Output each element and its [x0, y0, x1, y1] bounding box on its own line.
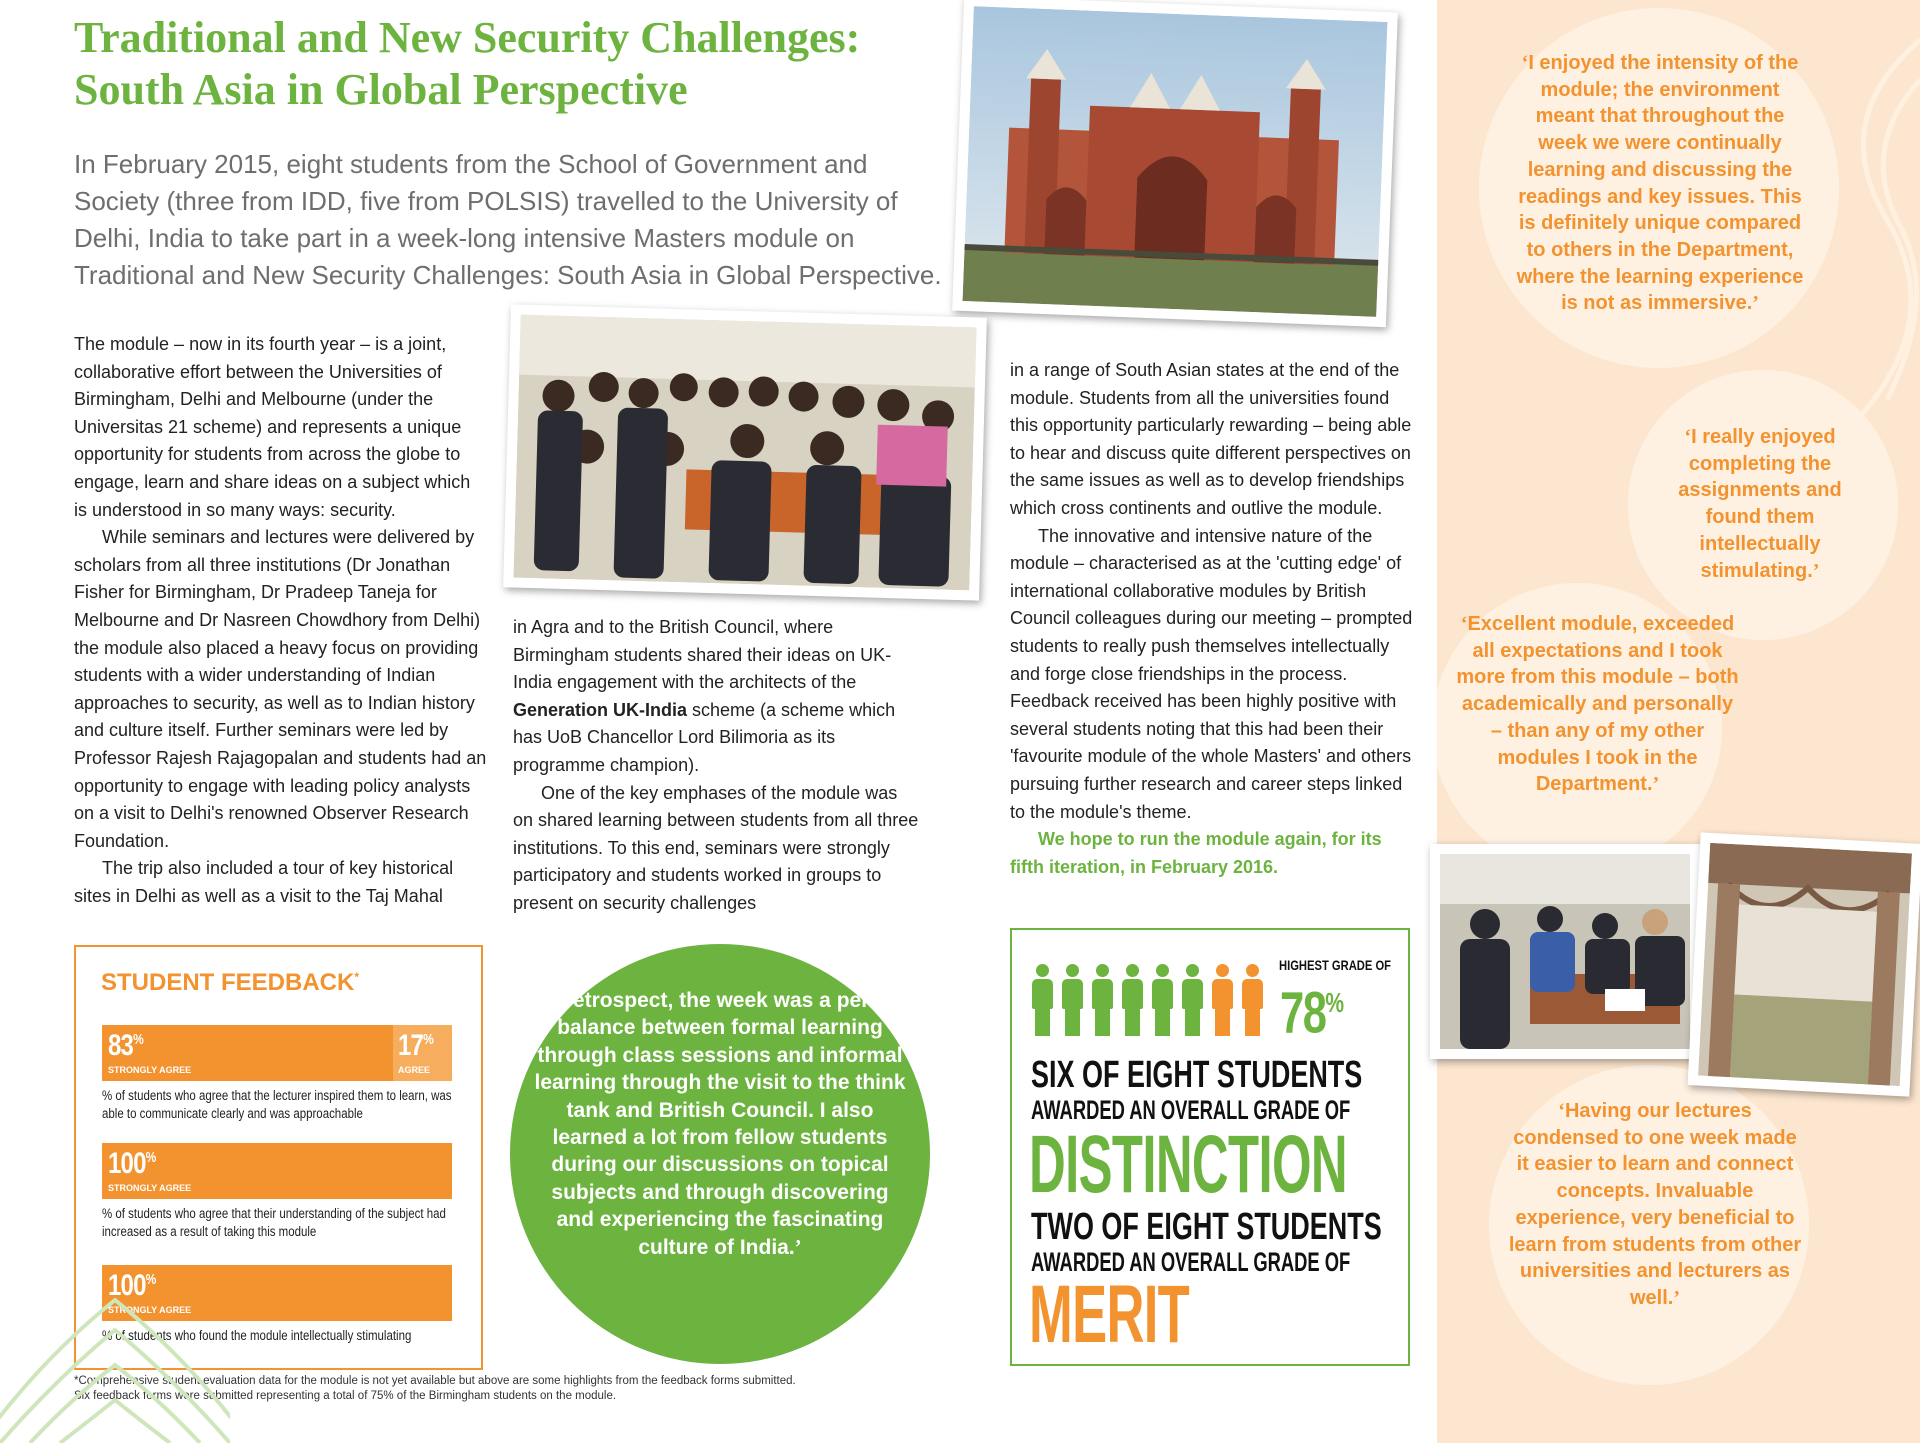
col1-para-2: While seminars and lectures were delivered by scholars from all three institutions (Dr Jonathan Fisher for Birmingham, Dr Pradeep Taneja for Melbourne and Dr Nasreen Chowdhory from Delhi) the module also placed a heavy focus on providing students with a wider understanding of Indian approaches to security, as well as to Indian history and culture itself. Further seminars were led by Professor Rajesh Rajagopalan and students had an opportunity to engage with leading policy analysts on a visit to Delhi's renowned Observer Research Foundation.: [74, 527, 487, 851]
feedback-caption-1: % of students who agree that the lecturer inspired them to learn, was able to communicate clearly and was approachable: [102, 1088, 452, 1121]
classroom-photo: [1430, 844, 1700, 1059]
distinction-label: DISTINCTION: [1029, 1119, 1347, 1210]
title-line-1: Traditional and New Security Challenges:: [74, 13, 861, 62]
quote-2: ‘I really enjoyed completing the assignments and found them intellectually stimulating.’: [1678, 426, 1842, 582]
feedback-bar-3-label: STRONGLY AGREE: [108, 1305, 192, 1315]
ornament-icon: [0, 1240, 230, 1443]
fort-photo: [952, 0, 1398, 327]
feedback-bar-3-value: 100%: [108, 1269, 156, 1302]
distinction-student-icon: [1152, 964, 1173, 1036]
col2-para-1-text-a: in Agra and to the British Council, where Birmingham students shared their ideas on UK-India engagement with the architects of the: [513, 617, 892, 693]
generation-uk-india-label: Generation UK-India: [513, 699, 688, 720]
feedback-bar-1-value: 83%: [108, 1029, 143, 1062]
quote-3: ‘Excellent module, exceeded all expectations and I took more from this module – both academically and personally – than any of my other modules I took in the Department.’: [1456, 613, 1739, 796]
quote-4: ‘Having our lectures condensed to one week made it easier to learn and connect concepts. Invaluable experience, very beneficial to learn from students from other universities and lecturers as well.’: [1508, 1100, 1802, 1309]
merit-student-icon: [1242, 964, 1263, 1036]
feedback-bar-1-label-2: AGREE: [398, 1065, 431, 1075]
green-quote-text: [530, 987, 910, 1261]
body-column-3: [1010, 357, 1420, 881]
feedback-title-text: STUDENT FEEDBACK: [101, 969, 355, 996]
feedback-bar-1: [102, 1025, 452, 1081]
feedback-caption-2: % of students who agree that their understanding of the subject had increased as a result of taking this module: [102, 1206, 446, 1239]
pavilion-photo: [1688, 832, 1920, 1096]
body-column-1: [74, 331, 488, 910]
feedback-bar-2-label: STRONGLY AGREE: [108, 1183, 192, 1193]
distinction-student-icon: [1122, 964, 1143, 1036]
highest-grade-label: HIGHEST GRADE OF: [1279, 957, 1392, 973]
feedback-bar-2: [102, 1143, 452, 1199]
distinction-student-icon: [1182, 964, 1203, 1036]
green-quote-body: In retrospect, the week was a perfect balance between formal learning through class sessions and informal learning through the visit to the think tank and British Council. I also learned a lot from fellow students during our discussions on topical subjects and through discovering and experiencing the fascinating culture of India.: [534, 989, 907, 1259]
col2-para-2: One of the key emphases of the module was on shared learning between students from all three institutions. To this end, seminars were strongly participatory and students worked in groups to present on security challenges: [513, 782, 919, 913]
title-line-2: South Asia in Global Perspective: [74, 65, 688, 114]
feedback-footnote-2: Six feedback forms were submitted representing a total of 75% of the Birmingham students on the module.: [74, 1390, 617, 1402]
quote-1: ‘I enjoyed the intensity of the module; the environment meant that throughout the week we were continually learning and discussing the readings and key issues. This is definitely unique compared to others in the Department, where the learning experience is not as immersive.’: [1516, 52, 1804, 315]
distinction-student-icon: [1092, 964, 1113, 1036]
distinction-student-icon: [1062, 964, 1083, 1036]
group-photo: [503, 304, 987, 600]
col3-para-1: in a range of South Asian states at the end of the module. Students from all the universities found this opportunity particularly rewarding – being able to hear and discuss quite different perspectives on the same issues as well as to develop friendships which cross continents and outlive the module.: [1010, 360, 1412, 518]
distinction-line-2: AWARDED AN OVERALL GRADE OF: [1031, 1095, 1351, 1125]
page-title: [74, 12, 974, 116]
distinction-student-icon: [1032, 964, 1053, 1036]
col2-para-1: [513, 614, 921, 780]
col2-para-1-text-b: scheme (a scheme which has UoB Chancellor Lord Bilimoria as its programme champion).: [513, 699, 896, 775]
fort-image: [962, 6, 1387, 317]
col3-para-3: We hope to run the module again, for its fifth iteration, in February 2016.: [1010, 829, 1382, 877]
feedback-caption-3: % of students who found the module intellectually stimulating: [102, 1328, 412, 1343]
feedback-bar-2-value: 100%: [108, 1147, 156, 1180]
classroom-image: [1440, 854, 1690, 1049]
merit-student-icon: [1212, 964, 1233, 1036]
group-image: [513, 315, 976, 591]
distinction-line-1: SIX OF EIGHT STUDENTS: [1031, 1054, 1363, 1096]
pavilion-image: [1698, 843, 1912, 1086]
intro-paragraph: In February 2015, eight students from the School of Government and Society (three from IDD, five from POLSIS) travelled to the University of Delhi, India to take part in a week-long intensive Masters module on Traditional and New Security Challenges: South Asia in Global Perspective.: [74, 149, 942, 290]
student-feedback-title: [101, 969, 359, 997]
quote-open-mark: ‘: [533, 988, 541, 1012]
col3-para-2: The innovative and intensive nature of the module – characterised as at the 'cutting edge' of international collaborative modules by British Council colleagues during our meeting – prompted students to really push themselves intellectually and forge close friendships in the process. Feedback received has been highly positive with several students noting that this had been their 'favourite module of the whole Masters' and others pursuing further research and career steps linked to the module's theme.: [1010, 525, 1413, 822]
feedback-footnote-1: *Comprehensive student evaluation data for the module is not yet available but above are some highlights from the feedback forms submitted.: [74, 1375, 796, 1387]
merit-line-1: TWO OF EIGHT STUDENTS: [1031, 1206, 1382, 1248]
quote-close-mark: ’: [794, 1234, 802, 1259]
body-column-2: [513, 614, 921, 918]
grades-box: [1010, 928, 1410, 1366]
feedback-bar-1-value-2: 17%: [398, 1029, 433, 1062]
merit-label: MERIT: [1029, 1269, 1190, 1360]
feedback-bar-1-label: STRONGLY AGREE: [108, 1065, 192, 1075]
col1-para-1: The module – now in its fourth year – is a joint, collaborative effort between the Universities of Birmingham, Delhi and Melbourne (under the Universitas 21 scheme) and represents a unique opportunity for students from across the globe to engage, learn and share ideas on a subject which is understood in so many ways: security.: [74, 334, 471, 520]
feedback-title-mark: *: [354, 970, 360, 984]
highest-grade-value: 78%: [1280, 980, 1343, 1046]
col1-para-3: The trip also included a tour of key historical sites in Delhi as well as a visit to the Taj Mahal: [74, 858, 454, 906]
merit-line-2: AWARDED AN OVERALL GRADE OF: [1031, 1247, 1351, 1277]
